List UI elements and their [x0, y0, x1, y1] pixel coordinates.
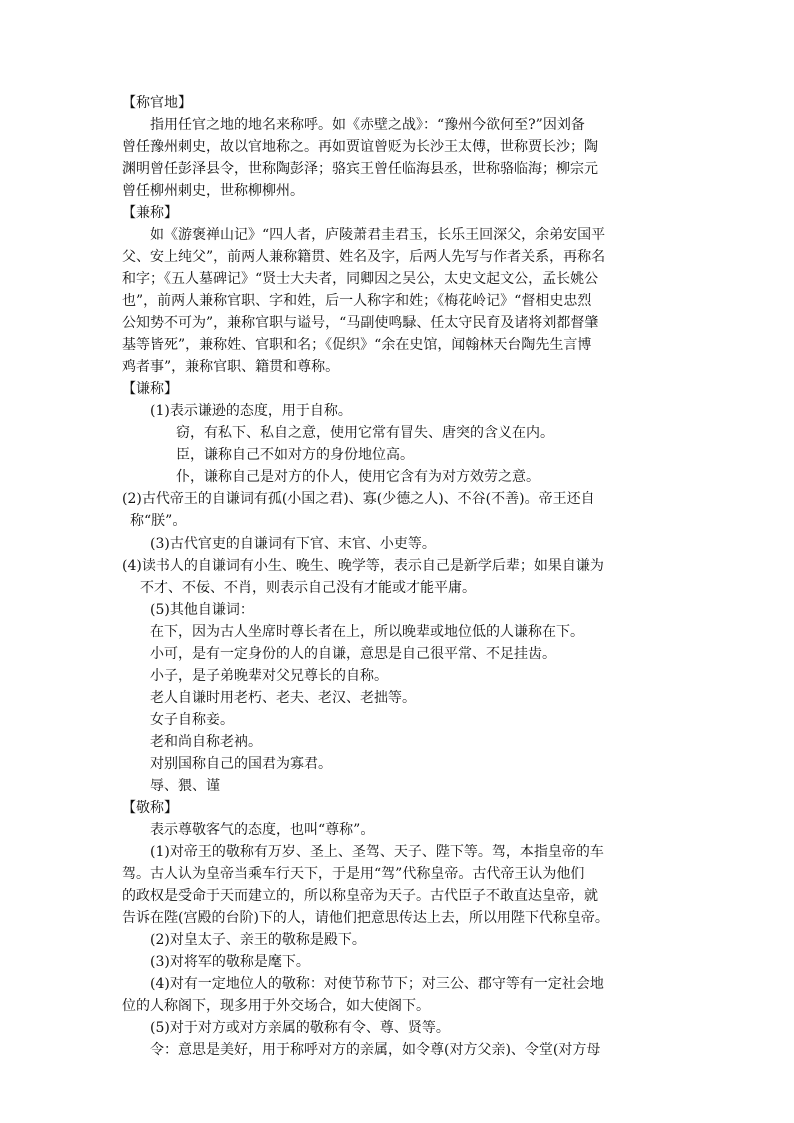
paragraph-line: 也”，前两人兼称官职、字和姓，后一人称字和姓；《梅花岭记》“督相史忠烈 — [122, 293, 592, 310]
list-item: (2)古代帝王的自谦词有孤(小国之君)、寡(少德之人)、不谷(不善)。帝王还自 — [122, 491, 595, 508]
paragraph-line: (3)对将军的敬称是麾下。 — [150, 953, 310, 970]
paragraph-line: 渊明曾任彭泽县令，世称陶彭泽；骆宾王曾任临海县丞，世称骆临海；柳宗元 — [122, 161, 598, 178]
section-heading-jingcheng: 【敬称】 — [122, 799, 178, 816]
paragraph-line: 位的人称阁下，现多用于外交场合，如大使阁下。 — [122, 998, 430, 1014]
list-item: 对别国称自己的国君为寡君。 — [150, 755, 332, 772]
list-item: 小子，是子弟晚辈对父兄尊长的自称。 — [150, 667, 388, 684]
paragraph-line: (2)对皇太子、亲王的敬称是殿下。 — [150, 931, 366, 948]
paragraph-line: 鸡者事”，兼称官职、籍贯和尊称。 — [122, 359, 340, 376]
list-item: 老人自谦时用老朽、老夫、老汉、老拙等。 — [150, 689, 416, 706]
paragraph-line: 公知势不可为”，兼称官职与谥号，“马副使鸣騄、任太守民育及诸将刘都督肇 — [122, 315, 599, 332]
list-item: 仆，谦称自己是对方的仆人，使用它含有为对方效劳之意。 — [176, 469, 540, 486]
list-item: 窃，有私下、私自之意，使用它常有冒失、唐突的含义在内。 — [176, 425, 554, 442]
paragraph-line: 基等皆死”，兼称姓、官职和名；《促织》“余在史馆，闻翰林天台陶先生言博 — [122, 337, 592, 354]
section-heading-guandi: 【称官地】 — [122, 95, 192, 111]
list-item: 辱、猥、谨 — [150, 777, 220, 794]
section-heading-qiancheng: 【谦称】 — [122, 381, 178, 398]
paragraph-line: (4)对有一定地位人的敬称：对使节称节下；对三公、郡守等有一定社会地 — [150, 975, 604, 992]
paragraph-line: 表示尊敬客气的态度，也叫“尊称”。 — [150, 821, 375, 838]
paragraph-line: 指用任官之地的地名来称呼。如《赤壁之战》：“豫州今欲何至?”因刘备 — [150, 117, 585, 133]
paragraph-line: 的政权是受命于天而建立的，所以称皇帝为天子。古代臣子不敢直达皇帝，就 — [122, 887, 598, 904]
paragraph-line: (1)对帝王的敬称有万岁、圣上、圣驾、天子、陛下等。驾，本指皇帝的车 — [150, 843, 604, 860]
paragraph-line: 父、安上纯父”，前两人兼称籍贯、姓名及字，后两人先写与作者关系，再称名 — [122, 249, 606, 266]
list-item: (3)古代官吏的自谦词有下官、末官、小吏等。 — [150, 535, 436, 552]
list-item: 小可，是有一定身份的人的自谦，意思是自己很平常、不足挂齿。 — [150, 645, 556, 662]
paragraph-line: 驾。古人认为皇帝当乘车行天下，于是用“驾”代称皇帝。古代帝王认为他们 — [122, 865, 585, 882]
paragraph-line: 令：意思是美好，用于称呼对方的亲属，如令尊(对方父亲)、令堂(对方母 — [150, 1042, 601, 1058]
list-item: (1)表示谦逊的态度，用于自称。 — [150, 403, 352, 420]
paragraph-line: 如《游褒禅山记》“四人者，庐陵萧君圭君玉，长乐王回深父，余弟安国平 — [150, 227, 606, 244]
paragraph-line: 曾任柳州刺史，世称柳柳州。 — [122, 183, 304, 200]
list-item: 不才、不佞、不肖，则表示自己没有才能或才能平庸。 — [140, 579, 476, 596]
list-item: 女子自称妾。 — [150, 711, 234, 728]
paragraph-line: 曾任豫州刺史，故以官地称之。再如贾谊曾贬为长沙王太傅，世称贾长沙；陶 — [122, 139, 598, 155]
list-item: 在下，因为古人坐席时尊长者在上，所以晚辈或地位低的人谦称在下。 — [150, 623, 584, 640]
section-heading-jiancheng: 【兼称】 — [122, 205, 178, 222]
list-item: 臣，谦称自己不如对方的身份地位高。 — [176, 447, 414, 464]
list-item: (5)其他自谦词： — [150, 601, 254, 618]
list-item: 老和尚自称老衲。 — [150, 733, 262, 750]
list-item: 称“朕”。 — [130, 513, 187, 530]
paragraph-line: 和字；《五人墓碑记》“贤士大夫者，同卿因之吴公，太史文起文公，孟长姚公 — [122, 271, 599, 288]
paragraph-line: (5)对于对方或对方亲属的敬称有令、尊、贤等。 — [150, 1020, 450, 1036]
paragraph-line: 告诉在陛(宫殿的台阶)下的人，请他们把意思传达上去，所以用陛下代称皇帝。 — [122, 909, 609, 926]
list-item: (4)读书人的自谦词有小生、晚生、晚学等，表示自己是新学后辈；如果自谦为 — [122, 557, 604, 574]
